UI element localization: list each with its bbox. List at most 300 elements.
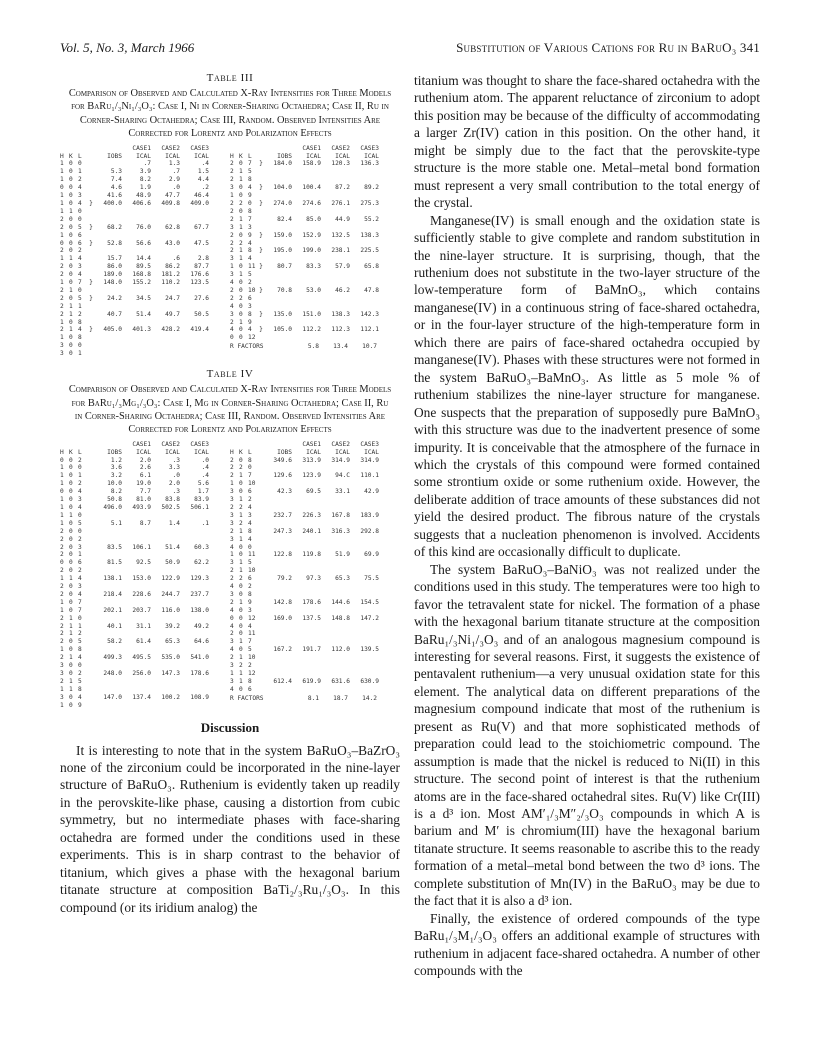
h-index: 4 bbox=[230, 646, 234, 654]
k-index: 0 bbox=[239, 286, 243, 294]
group-brace bbox=[257, 192, 265, 200]
h-index: 4 bbox=[230, 583, 234, 591]
l-index: 0 bbox=[248, 543, 252, 551]
calc-intensity-case1 bbox=[294, 583, 323, 591]
l-index: 5 bbox=[78, 294, 82, 302]
calc-intensity-case1 bbox=[294, 168, 323, 176]
h-index: 1 bbox=[60, 192, 64, 200]
calc-intensity-case3: 142.3 bbox=[360, 310, 379, 318]
calc-intensity-case3: 65.8 bbox=[364, 263, 379, 271]
calc-intensity-case3 bbox=[352, 279, 381, 287]
calc-intensity-case1 bbox=[124, 528, 153, 536]
group-brace bbox=[257, 255, 265, 263]
calc-intensity-case1: 31.1 bbox=[136, 622, 151, 630]
table-row bbox=[230, 686, 400, 694]
calc-intensity-case3 bbox=[352, 504, 381, 512]
h-index: 1 bbox=[60, 519, 64, 527]
k-index: 0 bbox=[69, 519, 73, 527]
table-row bbox=[230, 599, 400, 607]
calc-intensity-case2 bbox=[323, 480, 352, 488]
calc-intensity-case2 bbox=[153, 630, 182, 638]
calc-intensity-case2: 44.9 bbox=[335, 215, 350, 223]
case-header-row bbox=[60, 145, 230, 153]
calc-intensity-case2: .0 bbox=[172, 184, 180, 192]
table-row bbox=[60, 599, 230, 607]
calc-intensity-case2 bbox=[323, 334, 352, 342]
h-index: 1 bbox=[60, 685, 64, 693]
case-label: CASE1 bbox=[302, 440, 321, 448]
column-header: L bbox=[248, 152, 252, 160]
case-label: CASE3 bbox=[190, 440, 209, 448]
table-row bbox=[60, 678, 230, 686]
observed-intensity bbox=[265, 168, 294, 176]
spacer bbox=[239, 145, 248, 153]
observed-intensity: 104.0 bbox=[273, 184, 292, 192]
h-index: 2 bbox=[230, 654, 234, 662]
l-index: 2 bbox=[78, 176, 82, 184]
calc-intensity-case2 bbox=[153, 646, 182, 654]
k-index: 0 bbox=[69, 662, 73, 670]
group-brace bbox=[257, 168, 265, 176]
group-brace bbox=[87, 271, 95, 279]
calc-intensity-case3 bbox=[352, 224, 381, 232]
k-index: 1 bbox=[239, 598, 243, 606]
calc-intensity-case1: 14.4 bbox=[136, 255, 151, 263]
spacer bbox=[248, 145, 257, 153]
observed-intensity: 8.2 bbox=[110, 488, 122, 496]
observed-intensity: 70.8 bbox=[277, 286, 292, 294]
group-brace bbox=[87, 615, 95, 623]
k-index: 0 bbox=[69, 176, 73, 184]
calc-intensity-case2: 2.9 bbox=[168, 176, 180, 184]
l-index: 2 bbox=[248, 662, 252, 670]
calc-intensity-case2: 181.2 bbox=[161, 271, 180, 279]
h-index: 4 bbox=[230, 302, 234, 310]
observed-intensity bbox=[265, 480, 294, 488]
table-row bbox=[60, 520, 230, 528]
l-index: 7 bbox=[248, 472, 252, 480]
h-index: 2 bbox=[60, 271, 64, 279]
h-index: 2 bbox=[230, 598, 234, 606]
table-row bbox=[60, 287, 230, 295]
group-brace bbox=[87, 350, 95, 358]
l-index: 5 bbox=[248, 271, 252, 279]
calc-intensity-case1: 8.2 bbox=[139, 176, 151, 184]
h-index: 3 bbox=[60, 342, 64, 350]
calc-intensity-case1 bbox=[124, 216, 153, 224]
calc-intensity-case2 bbox=[323, 591, 352, 599]
calc-intensity-case2: 502.5 bbox=[161, 503, 180, 511]
table-row bbox=[230, 575, 400, 583]
group-brace bbox=[257, 607, 265, 615]
calc-intensity-case1: 56.6 bbox=[136, 239, 151, 247]
group-brace bbox=[257, 654, 265, 662]
column-header: ICAL bbox=[165, 448, 180, 456]
table-row bbox=[60, 200, 230, 208]
table-iii-caption: Comparison of Observed and Calculated X-Ray Intensities for Three Models for BaRu₁/₃Ni₁/₃O₃: Case I, Ni in Corner-Sharing Octahedra; Case II, Ru in Corner-Sharing Octahedra; Case III, Random. Observed Intensities Are Corrected for Lorentz and Polarization Effects bbox=[68, 88, 392, 140]
case-label: CASE2 bbox=[161, 440, 180, 448]
calc-intensity-case3 bbox=[352, 559, 381, 567]
case-label: CASE1 bbox=[302, 144, 321, 152]
observed-intensity: 15.7 bbox=[107, 255, 122, 263]
column-header: ICAL bbox=[364, 448, 379, 456]
observed-intensity bbox=[95, 342, 124, 350]
group-brace bbox=[87, 334, 95, 342]
calc-intensity-case1: 123.9 bbox=[302, 472, 321, 480]
calc-intensity-case1 bbox=[124, 583, 153, 591]
calc-intensity-case2 bbox=[323, 654, 352, 662]
r-factor-value: 5.8 bbox=[307, 343, 319, 351]
calc-intensity-case2: 147.3 bbox=[161, 670, 180, 677]
calc-intensity-case3 bbox=[352, 168, 381, 176]
calc-intensity-case1 bbox=[294, 480, 323, 488]
column-header: L bbox=[78, 152, 82, 160]
h-index: 1 bbox=[60, 496, 64, 504]
l-index: 6 bbox=[78, 231, 82, 239]
observed-intensity: 40.7 bbox=[107, 310, 122, 318]
table-row bbox=[230, 607, 400, 615]
h-index: 4 bbox=[230, 622, 234, 630]
calc-intensity-case3: 2.8 bbox=[197, 255, 209, 263]
table-row bbox=[60, 457, 230, 465]
h-index: 3 bbox=[230, 496, 234, 504]
calc-intensity-case3 bbox=[352, 686, 381, 694]
h-index: 3 bbox=[230, 638, 234, 646]
observed-intensity bbox=[265, 536, 294, 544]
calc-intensity-case3: .2 bbox=[201, 184, 209, 192]
observed-intensity: 129.6 bbox=[273, 472, 292, 480]
h-index: 1 bbox=[230, 551, 234, 559]
h-index: 2 bbox=[230, 247, 234, 255]
observed-intensity: 82.4 bbox=[277, 215, 292, 223]
calc-intensity-case2 bbox=[323, 623, 352, 631]
observed-intensity bbox=[95, 662, 124, 670]
calc-intensity-case3: 136.3 bbox=[360, 160, 379, 168]
calc-intensity-case3: 541.0 bbox=[190, 654, 209, 662]
observed-intensity bbox=[95, 287, 124, 295]
calc-intensity-case1 bbox=[124, 662, 153, 670]
l-index: 4 bbox=[248, 239, 252, 247]
calc-intensity-case3: 62.2 bbox=[194, 559, 209, 567]
group-brace: } bbox=[259, 231, 263, 239]
calc-intensity-case2: .0 bbox=[172, 472, 180, 480]
spacer bbox=[95, 441, 124, 449]
calc-intensity-case3: 55.2 bbox=[364, 215, 379, 223]
group-brace bbox=[257, 224, 265, 232]
calc-intensity-case2: 1.3 bbox=[168, 160, 180, 168]
observed-intensity: 68.2 bbox=[107, 223, 122, 231]
l-index: 1 bbox=[78, 551, 82, 559]
calc-intensity-case3 bbox=[182, 334, 211, 342]
k-index: 0 bbox=[239, 334, 243, 342]
table-row bbox=[230, 247, 400, 255]
table-row bbox=[60, 630, 230, 638]
k-index: 1 bbox=[239, 638, 243, 646]
observed-intensity: 122.8 bbox=[273, 551, 292, 559]
observed-intensity: 5.3 bbox=[110, 168, 122, 176]
calc-intensity-case2 bbox=[153, 702, 182, 710]
calc-intensity-case1 bbox=[294, 295, 323, 303]
calc-intensity-case3 bbox=[352, 638, 381, 646]
calc-intensity-case2 bbox=[153, 583, 182, 591]
l-index: 6 bbox=[248, 294, 252, 302]
column-header-row bbox=[60, 449, 230, 457]
calc-intensity-case1 bbox=[294, 591, 323, 599]
calc-intensity-case1 bbox=[124, 232, 153, 240]
column-header: ICAL bbox=[136, 448, 151, 456]
group-brace bbox=[87, 654, 95, 662]
calc-intensity-case1: 85.0 bbox=[306, 215, 321, 223]
calc-intensity-case3 bbox=[182, 319, 211, 327]
k-index: 0 bbox=[69, 199, 73, 207]
table-row bbox=[230, 232, 400, 240]
group-brace bbox=[87, 464, 95, 472]
l-index: 10 bbox=[248, 286, 256, 294]
table-row bbox=[230, 528, 400, 536]
group-brace bbox=[257, 334, 265, 342]
h-index: 3 bbox=[230, 535, 234, 543]
calc-intensity-case1: 152.9 bbox=[302, 231, 321, 239]
observed-intensity: 147.0 bbox=[103, 693, 122, 701]
calc-intensity-case1: .7 bbox=[143, 160, 151, 168]
k-index: 2 bbox=[239, 662, 243, 670]
group-brace bbox=[87, 544, 95, 552]
h-index: 2 bbox=[60, 543, 64, 551]
column-header: L bbox=[248, 448, 252, 456]
h-index: 2 bbox=[60, 638, 64, 646]
h-index: 0 bbox=[60, 239, 64, 247]
table-row bbox=[230, 591, 400, 599]
l-index: 3 bbox=[248, 223, 252, 231]
h-index: 2 bbox=[230, 286, 234, 294]
calc-intensity-case2: 43.0 bbox=[165, 239, 180, 247]
calc-intensity-case1 bbox=[124, 551, 153, 559]
h-index: 2 bbox=[60, 630, 64, 638]
group-brace bbox=[87, 575, 95, 583]
calc-intensity-case2 bbox=[323, 168, 352, 176]
group-brace bbox=[87, 702, 95, 710]
calc-intensity-case1: 401.3 bbox=[132, 326, 151, 334]
group-brace bbox=[257, 512, 265, 520]
table-body bbox=[60, 441, 400, 710]
spacer bbox=[69, 145, 78, 153]
column-header: H bbox=[230, 152, 234, 160]
calc-intensity-case2: .3 bbox=[172, 488, 180, 496]
l-index: 9 bbox=[248, 318, 252, 326]
l-index: 0 bbox=[78, 207, 82, 215]
l-index: 3 bbox=[78, 583, 82, 591]
l-index: 12 bbox=[248, 334, 256, 342]
group-brace bbox=[87, 583, 95, 591]
calc-intensity-case2: 50.9 bbox=[165, 559, 180, 567]
observed-intensity: 4.6 bbox=[110, 184, 122, 192]
table-row bbox=[60, 350, 230, 358]
calc-intensity-case3: 60.3 bbox=[194, 543, 209, 551]
table-row bbox=[60, 334, 230, 342]
calc-intensity-case2 bbox=[323, 319, 352, 327]
l-index: 2 bbox=[78, 247, 82, 255]
calc-intensity-case1: 153.0 bbox=[132, 575, 151, 583]
observed-intensity bbox=[265, 544, 294, 552]
observed-intensity bbox=[265, 334, 294, 342]
r-factors-label: R FACTORS bbox=[230, 343, 264, 351]
calc-intensity-case1: 89.5 bbox=[136, 263, 151, 271]
table-row bbox=[230, 544, 400, 552]
group-brace: } bbox=[89, 279, 93, 287]
l-index: 5 bbox=[78, 223, 82, 231]
column-header: H bbox=[230, 448, 234, 456]
group-brace bbox=[87, 694, 95, 702]
k-index: 0 bbox=[239, 590, 243, 598]
observed-intensity bbox=[265, 623, 294, 631]
group-brace bbox=[87, 662, 95, 670]
k-index: 0 bbox=[69, 192, 73, 200]
h-index: 3 bbox=[230, 519, 234, 527]
l-index: 8 bbox=[248, 527, 252, 535]
l-index: 9 bbox=[248, 192, 252, 200]
l-index: 8 bbox=[248, 247, 252, 255]
spacer bbox=[230, 145, 239, 153]
calc-intensity-case1 bbox=[294, 670, 323, 678]
observed-intensity: 83.5 bbox=[107, 543, 122, 551]
spacer bbox=[78, 145, 87, 153]
k-index: 1 bbox=[69, 614, 73, 622]
calc-intensity-case3 bbox=[182, 342, 211, 350]
calc-intensity-case2 bbox=[323, 303, 352, 311]
l-index: 3 bbox=[248, 302, 252, 310]
calc-intensity-case3: 64.6 bbox=[194, 638, 209, 646]
h-index: 2 bbox=[230, 168, 234, 176]
spacer bbox=[87, 145, 95, 153]
calc-intensity-case2: 631.6 bbox=[331, 677, 350, 685]
calc-intensity-case2 bbox=[323, 504, 352, 512]
calc-intensity-case2 bbox=[323, 544, 352, 552]
table-row bbox=[60, 480, 230, 488]
l-index: 7 bbox=[248, 215, 252, 223]
r-factor-value: 18.7 bbox=[333, 694, 348, 702]
column-header: ICAL bbox=[335, 448, 350, 456]
calc-intensity-case3 bbox=[182, 287, 211, 295]
calc-intensity-case1: 137.5 bbox=[302, 614, 321, 622]
l-index: 3 bbox=[78, 496, 82, 504]
observed-intensity bbox=[265, 176, 294, 184]
column-header: K bbox=[239, 152, 243, 160]
calc-intensity-case3 bbox=[182, 232, 211, 240]
calc-intensity-case3: 49.2 bbox=[194, 622, 209, 630]
observed-intensity: 612.4 bbox=[273, 677, 292, 685]
column-header: K bbox=[69, 152, 73, 160]
k-index: 0 bbox=[69, 263, 73, 271]
calc-intensity-case3 bbox=[352, 520, 381, 528]
observed-intensity bbox=[95, 208, 124, 216]
calc-intensity-case2 bbox=[153, 216, 182, 224]
observed-intensity bbox=[95, 702, 124, 710]
l-index: 5 bbox=[78, 638, 82, 646]
calc-intensity-case1 bbox=[124, 319, 153, 327]
table-row bbox=[230, 583, 400, 591]
calc-intensity-case3: .1 bbox=[201, 519, 209, 527]
calc-intensity-case1: 151.0 bbox=[302, 310, 321, 318]
k-index: 1 bbox=[239, 567, 243, 575]
table-iii-title: Table III bbox=[206, 72, 254, 84]
h-index: 1 bbox=[60, 334, 64, 342]
calc-intensity-case3: 46.4 bbox=[194, 192, 209, 200]
group-brace: } bbox=[89, 239, 93, 247]
h-index: 2 bbox=[60, 247, 64, 255]
k-index: 0 bbox=[239, 488, 243, 496]
h-index: 1 bbox=[60, 160, 64, 168]
h-index: 1 bbox=[230, 263, 234, 271]
calc-intensity-case2: 62.8 bbox=[165, 223, 180, 231]
column-header: IOBS bbox=[107, 448, 122, 456]
calc-intensity-case3: 83.9 bbox=[194, 496, 209, 504]
l-index: 11 bbox=[248, 263, 256, 271]
calc-intensity-case1 bbox=[294, 630, 323, 638]
h-index: 3 bbox=[60, 662, 64, 670]
observed-intensity bbox=[265, 591, 294, 599]
calc-intensity-case1: 2.0 bbox=[139, 456, 151, 464]
h-index: 1 bbox=[60, 646, 64, 654]
table-row bbox=[60, 638, 230, 646]
group-brace bbox=[257, 686, 265, 694]
group-brace bbox=[257, 623, 265, 631]
h-index: 2 bbox=[230, 239, 234, 247]
calc-intensity-case3 bbox=[352, 271, 381, 279]
l-index: 3 bbox=[78, 192, 82, 200]
observed-intensity: 79.2 bbox=[277, 575, 292, 583]
observed-intensity bbox=[265, 295, 294, 303]
calc-intensity-case3: 275.3 bbox=[360, 199, 379, 207]
k-index: 0 bbox=[239, 622, 243, 630]
h-index: 1 bbox=[60, 176, 64, 184]
k-index: 0 bbox=[69, 464, 73, 472]
r-factor-value: 10.7 bbox=[362, 343, 377, 351]
calc-intensity-case3 bbox=[352, 662, 381, 670]
l-index: 7 bbox=[248, 160, 252, 168]
group-brace bbox=[257, 646, 265, 654]
k-index: 0 bbox=[239, 279, 243, 287]
group-brace: } bbox=[259, 326, 263, 334]
table-row bbox=[230, 536, 400, 544]
calc-intensity-case3 bbox=[182, 630, 211, 638]
l-index: 7 bbox=[78, 279, 82, 287]
k-index: 1 bbox=[239, 168, 243, 176]
group-brace: } bbox=[259, 247, 263, 255]
calc-intensity-case2 bbox=[323, 464, 352, 472]
right-column bbox=[414, 72, 760, 980]
l-index: 0 bbox=[78, 286, 82, 294]
h-index: 2 bbox=[60, 614, 64, 622]
l-index: 0 bbox=[78, 464, 82, 472]
r-factors-label: R FACTORS bbox=[230, 694, 264, 702]
calc-intensity-case2 bbox=[323, 255, 352, 263]
group-brace bbox=[87, 623, 95, 631]
l-index: 4 bbox=[78, 654, 82, 662]
column-header: IOBS bbox=[107, 152, 122, 160]
group-brace bbox=[87, 457, 95, 465]
table-row bbox=[60, 279, 230, 287]
observed-intensity: 189.0 bbox=[103, 271, 122, 279]
column-header: H bbox=[60, 152, 64, 160]
calc-intensity-case2 bbox=[323, 271, 352, 279]
group-brace bbox=[257, 559, 265, 567]
l-index: 8 bbox=[78, 646, 82, 654]
group-brace bbox=[257, 303, 265, 311]
l-index: 4 bbox=[78, 590, 82, 598]
group-brace bbox=[87, 247, 95, 255]
table-row bbox=[60, 472, 230, 480]
l-index: 7 bbox=[248, 638, 252, 646]
